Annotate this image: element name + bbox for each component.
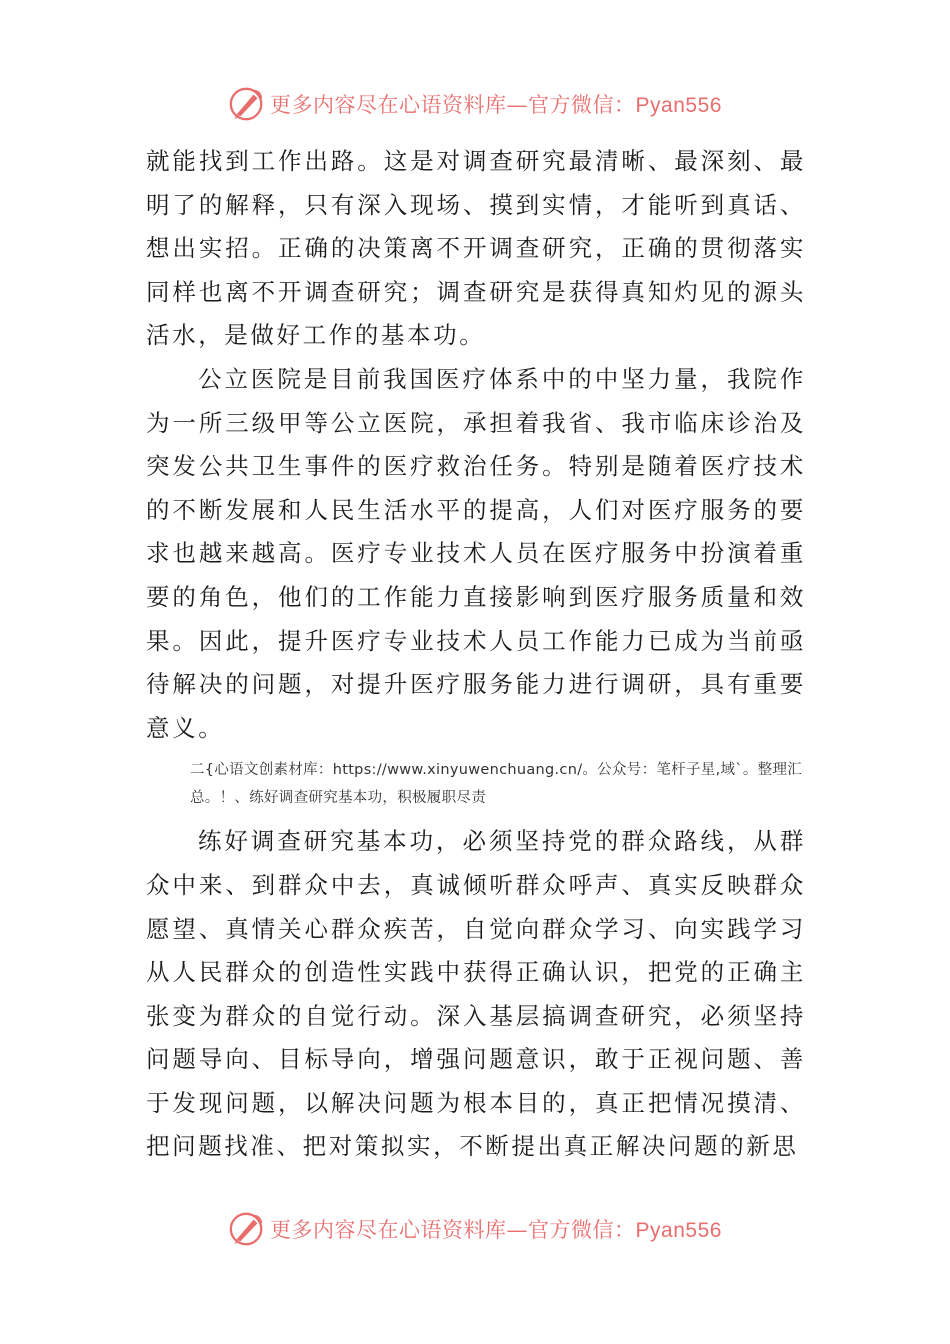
banner-text: 更多内容尽在心语资料库—官方微信：Pyan556 [270,1218,722,1242]
wechat-id: Pyan556 [635,94,722,117]
wechat-id: Pyan556 [635,1219,722,1242]
paragraph-3: 练好调查研究基本功，必须坚持党的群众路线，从群众中来、到群众中去，真诚倾听群众呼声、真实反映群众愿望、真情关心群众疾苦，自觉向群众学习、向实践学习从人民群众的创造性实践中获得正确认识，把党的正确主张变为群众的自觉行动。深入基层搞调查研究，必须坚持问题导向、目标导向，增强问题意识，敢于正视问题、善于发现问题，以解决问题为根本目的，真正把情况摸清、把问题找准、把对策拟实，不断提出真正解决问题的新思 [146,827,806,1161]
pen-nib-logo-icon [228,85,266,123]
banner-text: 更多内容尽在心语资料库—官方微信：Pyan556 [270,93,722,117]
header-banner [0,82,950,126]
pen-nib-logo-icon [228,1210,266,1248]
section-heading: 二{心语文创素材库：https://www.xinyuwenchuang.cn/。公众号：笔杆子星,域`。整理汇总。！、练好调查研究基本功，积极履职尽责 [190,762,803,807]
paragraph-1: 就能找到工作出路。这是对调查研究最清晰、最深刻、最明了的解释，只有深入现场、摸到实情，才能听到真话、想出实招。正确的决策离不开调查研究，正确的贯彻落实同样也离不开调查研究；调查研究是获得真知灼见的源头活水，是做好工作的基本功。 [146,147,806,350]
footer-banner [0,1207,950,1251]
document-body [146,140,806,1169]
paragraph-2: 公立医院是目前我国医疗体系中的中坚力量，我院作为一所三级甲等公立医院，承担着我省、我市临床诊治及突发公共卫生事件的医疗救治任务。特别是随着医疗技术的不断发展和人民生活水平的提高，人们对医疗服务的要求也越来越高。医疗专业技术人员在医疗服务中扮演着重要的角色，他们的工作能力直接影响到医疗服务质量和效果。因此，提升医疗专业技术人员工作能力已成为当前亟待解决的问题，对提升医疗服务能力进行调研，具有重要意义。 [146,364,806,742]
